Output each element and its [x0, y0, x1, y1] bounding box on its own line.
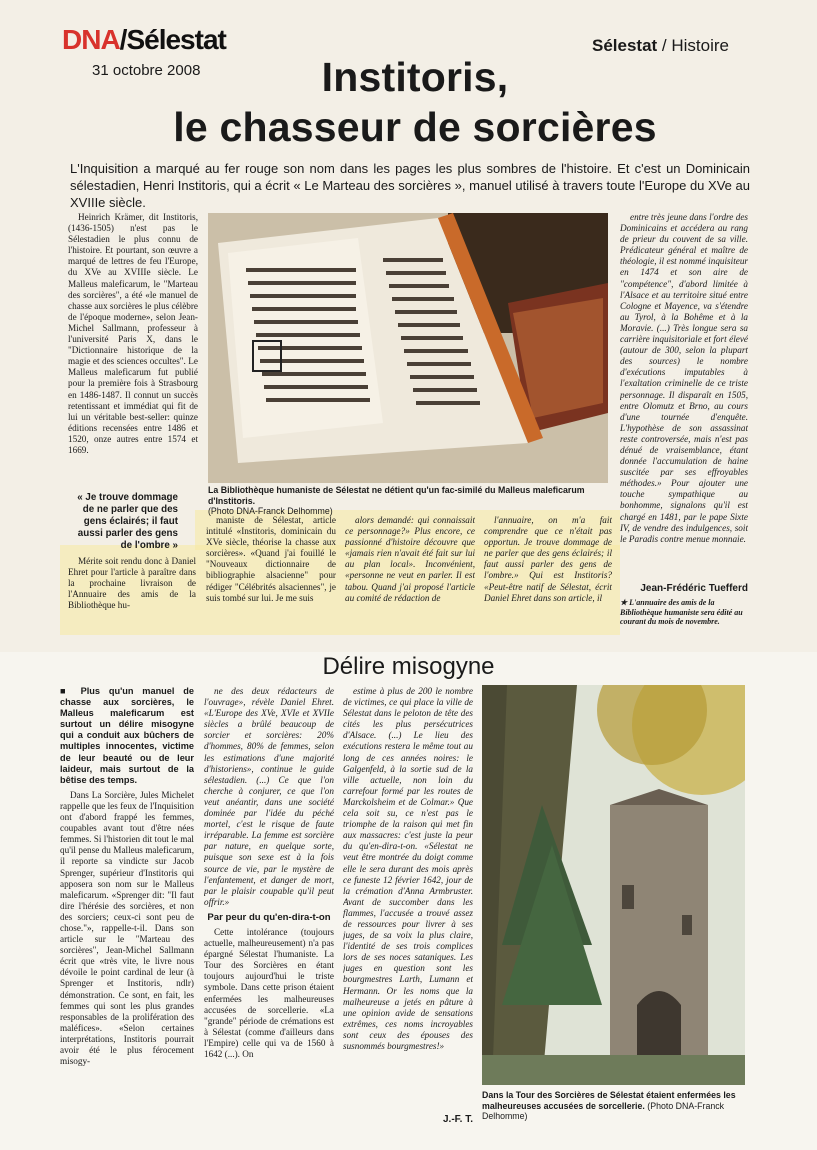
- pull-quote: « Je trouve dommage de ne parler que des gens éclairés; il faut aussi parler des gens de l'ombre »: [77, 492, 178, 551]
- article1-col2-bottom: [206, 515, 336, 635]
- article2-col2-text-b: Cette intolérance (toujours actuelle, malheureusement) n'a pas épargné Sélestat l'humaniste. La Tour des Sorcières en étant toujours aujourd'hui le triste symbole. Dans cette prison étaient enfermées les malheureuses accusées de sorcellerie. «La "grande" période de crémations est à Sélestat (comme d'ailleurs dans l'Empire) celle qui va de 1560 à 1642 (...). On: [204, 926, 334, 1059]
- photo2-caption: [482, 1090, 757, 1122]
- article1-column-5: [620, 212, 748, 580]
- article1-col3-bottom-text: alors demandé: qui connaissait ce personnage?» Plus encore, ce passionné d'histoire découvre que «jamais rien n'avait été fait sur lui au plan local». Inconvénient, «personne ne veut en parler. Il est tabou. Quand j'ai proposé l'article au comité de rédaction de: [345, 515, 475, 603]
- article2-col2-text: ne des deux rédacteurs de l'ouvrage», révèle Daniel Ehret. «L'Europe des XVe, XVIe et XVIIe siècles a brûlé beaucoup de sorcier et sorcières: 20% d'hommes, 80% de femmes, selon les estimations d'une majorité d'historiens», continue le guide sélestadien. (...) Ce que l'on cherche à conjurer, ce que l'on veut anéantir, dans une société dominée par l'idée du péché mortel, c'est le risque de faute irréparable. La femme est sorcière par nature, en quelque sorte, puisque son sexe est à la fois source de vie, par le mystère de l'enfantement, et danger de mort, par le plaisir coupable qu'il peut offrir.»: [204, 686, 334, 907]
- section-separator: /: [657, 36, 672, 55]
- photo2-credit: (Photo DNA-Franck Delhomme): [482, 1100, 725, 1121]
- article1-col4-bottom: [484, 515, 612, 635]
- tower-illustration: [482, 685, 745, 1085]
- photo2-caption-text: Dans la Tour des Sorcières de Sélestat étaient enfermées les malheureuses accusées de sorcellerie.: [482, 1090, 736, 1111]
- headline-line-1: Institoris,: [321, 54, 509, 100]
- article1-note: ★ L'annuaire des amis de la Bibliothèque humaniste sera édité au courant du mois de novembre.: [620, 598, 743, 626]
- article1-col5-text: entre très jeune dans l'ordre des Dominicains et accédera au rang de prieur du couvent de sa ville. Prédicateur général et maître de théologie, il est nommé inquisiteur en 1474 et son aire de "compétence", d'abord limitée à l'Alsace et au territoire situé entre Cologne et Mayence, va s'étendre au Tyrol, à la Bohême et à la Moravie. (...) Très longue sera sa carrière inquisitoriale et fort élevé (autour de 300, selon la plupart des sources) le nombre d'exécutions imputables à l'exaltation criminelle de ce triste personnage. Il disparaît en 1505, entre Olomutz et Brno, au cours d'une tournée d'enquête. L'hypothèse de son assassinat reste controversée, mais n'est pas dénué de vraisemblance, étant donnée l'accumulation de haine suscitée par ses effroyables méthodes.» Pour ajouter une touche sympathique au bonhomme, signalons qu'il est chargé en 1481, par le pape Sixte IV, de vendre des indulgences, soit le Paradis contre menue monnaie.: [620, 212, 748, 544]
- article1-col4-bottom-text: l'annuaire, on m'a fait comprendre que ce n'était pas opportun. Je trouve dommage de ne parler que des gens éclairés; il faut aussi parler des gens de l'ombre.» Qui est Institoris? «Peut-être natif de Sélestat, écrit Daniel Ehret dans son article, il: [484, 515, 612, 603]
- article1-column-1: [68, 212, 198, 480]
- article-lead: L'Inquisition a marqué au fer rouge son nom dans les pages les plus sombres de l'histoire. Et c'est un Dominicain sélestadien, Henri Institoris, qui a écrit « Le Marteau des sorcières », manuel utilisé à travers toute l'Europe du XVe au XVIIIe siècle.: [70, 161, 750, 210]
- article1-col3-bottom: [345, 515, 475, 635]
- section-city: Sélestat: [592, 36, 658, 55]
- photo1-credit: (Photo DNA-Franck Delhomme): [208, 506, 333, 516]
- publication-date: 31 octobre 2008: [92, 62, 201, 79]
- section-topic: Histoire: [671, 36, 729, 55]
- photo1-caption: [208, 485, 628, 517]
- article1-col1-bottom-text: Mérite soit rendu donc à Daniel Ehret pour l'article à paraître dans la prochaine livraison de l'Annuaire des amis de la Bibliothèque hu-: [68, 556, 196, 611]
- article2-col3-text: estime à plus de 200 le nombre de victimes, ce qui place la ville de Sélestat dans le peloton de tête des cités les plus persécutrices d'Alsace. (...) Le lieu des exécutions restera le même tout au long de ces années noires: le Galgenfeld, à la sortie sud de la ville actuelle, non loin du carrefour formé par les routes de Marckolsheim et de Colmar.» Que cela soit su, ce n'est pas le triomphe de la raison qui met fin aux massacres: c'est juste la peur du qu'en-dira-t-on. «Sélestat ne veut être montrée du doigt comme elle le sera durant des mois après ce funeste 12 février 1642, jour de la crémation d'Anna Armbruster. Avant de succomber dans les flammes, l'accusée a trouvé assez de ressources pour livrer à ses juges, de sa voix la plus claire, l'identité de ses trois complices lors de ses noces sataniques. Les juges en question sont les bourgmestres Larth, Lumann et Hermann. Or les noms que la malheureuse a jetés en pâture à une opinion avide de sensations extrêmes, ces noms incroyables sont ceux des épouses des susnommés bourgmestres!»: [343, 686, 473, 1051]
- article2-subhead: Par peur du qu'en-dira-t-on: [207, 911, 331, 923]
- article2-col1-text: Dans La Sorcière, Jules Michelet rappelle que les feux de l'Inquisition ont d'abord frappé les femmes, coupables avant tout d'être nées femmes. Si l'historien dit tout le mal qu'il pense du Malleus maleficarum, il reporte sa vindicte sur Jacob Sprenger, supérieur d'Institoris qui apposera son nom sur le Malleus maleficarum. «Sprenger dit: "Il faut dire l'hérésie des sorcières, et non des sorciers; ceux-ci sont peu de chose."», rappelle-t-il. Dans son article sur le "Marteau des sorcières", Jean-Michel Sallmann écrit que «très vite, le livre nous dévoile le point cardinal de leur (à Sprenger et Institoris, ndlr) démonstration. Ce sont, en fait, les femmes qui sont les plus grandes responsables de la prolifération des maléfices». «Selon certaines interprétations, Institoris pourrait avoir été le plus férocement misogy-: [60, 789, 194, 1067]
- article1-col2-bottom-text: maniste de Sélestat, article intitulé «Institoris, dominicain du XVe siècle, théorise la chasse aux sorcières». «Quand j'ai fouillé le "Nouveaux dictionnaire de bibliographie alsacienne" pour rédiger "Célébrités alsaciennes", je suis tombé sur lui. Je me suis: [206, 515, 336, 603]
- article-headline: [130, 52, 700, 152]
- article2-column-3: [343, 686, 473, 1111]
- article2-column-1: [60, 686, 194, 1126]
- article2-signature: J.-F. T.: [442, 1114, 473, 1125]
- article2-title: Délire misogyne: [322, 653, 495, 680]
- photo1-caption-text: La Bibliothèque humaniste de Sélestat ne détient qu'un fac-similé du Malleus maleficarum d'Institoris.: [208, 485, 585, 506]
- photo-malleus-book: [208, 213, 608, 483]
- photo-witches-tower: [482, 685, 745, 1085]
- article2-intro: ■ Plus qu'un manuel de chasse aux sorcières, le Malleus maleficarum est surtout un délire misogyne qui a conduit aux bûchers de multiples innocentes, victime de leur beauté ou de leur laideur, mais surtout de la bêtise des temps.: [60, 686, 194, 785]
- headline-line-2: le chasseur de sorcières: [173, 104, 657, 150]
- article1-col1-text: Heinrich Krämer, dit Institoris, (1436-1505) n'est pas le Sélestadien le plus connu de l'histoire. Et pourtant, son œuvre a marqué de lettres de feu l'Europe, du XVe au XVIIIe siècle. Le Malleus maleficarum, le "Marteau des sorcières", a été «le manuel de chasse aux sorcières le plus célèbre de l'époque moderne», selon Jean-Michel Sallmann, professeur à l'université Paris X, dans le "Dictionnaire historique de la magie et des sciences occultes". Le Malleus maleficarum fut publié pour la première fois à Strasbourg en 1486-1487. Il connut un succès retentissant et immédiat qui fit de lui un véritable best-seller: quinze éditions recensées entre 1486 et 1520, onze autres entre 1574 et 1669.: [68, 212, 198, 455]
- logo-city: /Sélestat: [119, 24, 226, 55]
- article2-column-2: [204, 686, 334, 1126]
- logo-brand: DNA: [62, 24, 120, 55]
- article1-col1-bottom: [68, 556, 196, 636]
- article1-signature: Jean-Frédéric Tuefferd: [640, 583, 748, 594]
- book-illustration: [208, 213, 608, 483]
